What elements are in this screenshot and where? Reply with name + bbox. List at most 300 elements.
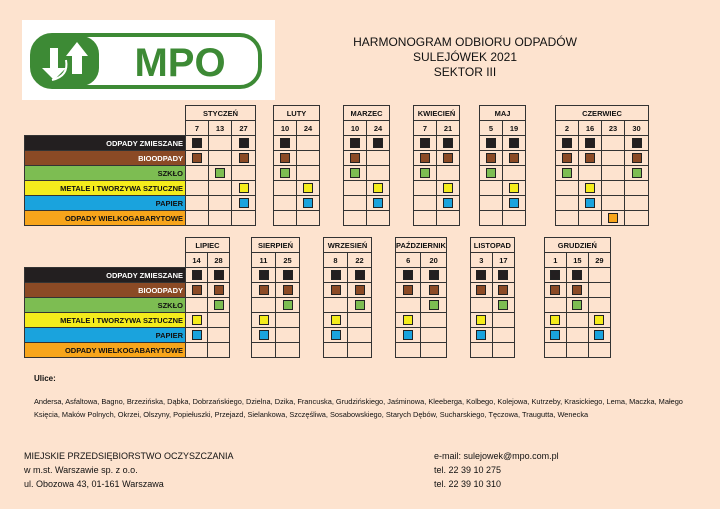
category-row — [25, 196, 649, 211]
category-row — [25, 283, 611, 298]
gap-cell — [256, 106, 274, 121]
pickup-cell — [556, 196, 579, 211]
pickup-cell — [186, 151, 209, 166]
pickup-cell — [544, 268, 566, 283]
pickup-cell — [625, 181, 649, 196]
month-name: CZERWIEC — [556, 106, 649, 121]
pickup-marker — [585, 198, 595, 208]
category-row — [25, 328, 611, 343]
gap-cell — [460, 166, 480, 181]
pickup-cell — [274, 211, 297, 226]
day-number: 25 — [276, 253, 300, 268]
day-number: 8 — [324, 253, 348, 268]
pickup-cell — [396, 313, 421, 328]
title-line-3: SEKTOR III — [433, 65, 497, 79]
pickup-marker — [192, 315, 202, 325]
pickup-marker — [594, 315, 604, 325]
gap-cell — [460, 196, 480, 211]
pickup-cell — [421, 343, 446, 358]
day-number: 17 — [492, 253, 514, 268]
category-label: PAPIER — [25, 328, 186, 343]
pickup-marker — [239, 153, 249, 163]
days-row — [25, 121, 649, 136]
pickup-marker — [355, 270, 365, 280]
gap-cell — [446, 298, 470, 313]
pickup-cell — [274, 181, 297, 196]
pickup-cell — [324, 328, 348, 343]
gap-cell — [390, 106, 414, 121]
pickup-cell — [556, 211, 579, 226]
category-row — [25, 181, 649, 196]
gap-cell — [320, 151, 344, 166]
pickup-cell — [186, 196, 209, 211]
pickup-cell — [186, 136, 209, 151]
pickup-marker — [373, 138, 383, 148]
pickup-cell — [602, 196, 625, 211]
category-label: ODPADY ZMIESZANE — [25, 268, 186, 283]
pickup-cell — [503, 151, 526, 166]
pickup-marker — [239, 138, 249, 148]
pickup-cell — [421, 328, 446, 343]
pickup-cell — [209, 211, 232, 226]
pickup-marker — [562, 138, 572, 148]
month-name: PAŹDZIERNIK — [396, 238, 447, 253]
gap-cell — [230, 268, 252, 283]
days-row — [25, 253, 611, 268]
pickup-cell — [566, 283, 588, 298]
category-row — [25, 268, 611, 283]
month-row — [25, 238, 611, 253]
pickup-cell — [602, 151, 625, 166]
pickup-marker — [373, 198, 383, 208]
pickup-marker — [331, 285, 341, 295]
gap-cell — [446, 343, 470, 358]
pickup-marker — [476, 285, 486, 295]
pickup-cell — [348, 268, 372, 283]
day-number: 11 — [252, 253, 276, 268]
pickup-marker — [509, 198, 519, 208]
gap-cell — [230, 328, 252, 343]
category-label: BIOODPADY — [25, 151, 186, 166]
pickup-cell — [367, 166, 390, 181]
pickup-marker — [608, 213, 618, 223]
pickup-cell — [252, 268, 276, 283]
pickup-cell — [602, 136, 625, 151]
pickup-cell — [274, 136, 297, 151]
pickup-cell — [579, 136, 602, 151]
day-number: 30 — [625, 121, 649, 136]
gap-cell — [460, 121, 480, 136]
pickup-cell — [421, 268, 446, 283]
month-name: STYCZEŃ — [186, 106, 256, 121]
category-label: ODPADY ZMIESZANE — [25, 136, 186, 151]
gap-cell — [320, 106, 344, 121]
pickup-cell — [492, 268, 514, 283]
pickup-cell — [480, 166, 503, 181]
pickup-cell — [348, 283, 372, 298]
pickup-cell — [324, 298, 348, 313]
pickup-cell — [437, 196, 460, 211]
gap-cell — [320, 136, 344, 151]
pickup-marker — [331, 270, 341, 280]
pickup-cell — [470, 313, 492, 328]
pickup-cell — [602, 211, 625, 226]
gap-cell — [256, 121, 274, 136]
gap-cell — [372, 313, 396, 328]
gap-cell — [256, 136, 274, 151]
pickup-marker — [562, 153, 572, 163]
pickup-marker — [476, 315, 486, 325]
gap-cell — [372, 283, 396, 298]
pickup-cell — [276, 343, 300, 358]
pickup-cell — [579, 196, 602, 211]
pickup-cell — [274, 151, 297, 166]
pickup-cell — [186, 283, 208, 298]
pickup-cell — [209, 196, 232, 211]
pickup-marker — [509, 153, 519, 163]
pickup-marker — [355, 300, 365, 310]
gap-cell — [460, 181, 480, 196]
pickup-marker — [509, 183, 519, 193]
pickup-cell — [470, 283, 492, 298]
month-row — [25, 106, 649, 121]
day-number: 6 — [396, 253, 421, 268]
month-name: WRZESIEŃ — [324, 238, 372, 253]
pickup-cell — [503, 136, 526, 151]
day-number: 23 — [602, 121, 625, 136]
pickup-cell — [208, 298, 230, 313]
pickup-cell — [492, 283, 514, 298]
pickup-marker — [283, 285, 293, 295]
month-name: LISTOPAD — [470, 238, 514, 253]
pickup-cell — [297, 181, 320, 196]
gap-cell — [230, 313, 252, 328]
pickup-cell — [208, 328, 230, 343]
category-row — [25, 211, 649, 226]
pickup-marker — [509, 138, 519, 148]
pickup-marker — [572, 285, 582, 295]
pickup-cell — [625, 196, 649, 211]
day-number: 28 — [208, 253, 230, 268]
pickup-cell — [503, 166, 526, 181]
gap-cell — [514, 253, 544, 268]
pickup-marker — [632, 153, 642, 163]
pickup-cell — [470, 298, 492, 313]
corner-cell — [25, 238, 186, 253]
gap-cell — [230, 298, 252, 313]
pickup-cell — [209, 136, 232, 151]
title-line-1: HARMONOGRAM ODBIORU ODPADÓW — [353, 35, 577, 49]
gap-cell — [514, 328, 544, 343]
pickup-cell — [396, 328, 421, 343]
gap-cell — [320, 196, 344, 211]
category-row — [25, 136, 649, 151]
pickup-marker — [350, 153, 360, 163]
pickup-cell — [566, 268, 588, 283]
gap-cell — [230, 238, 252, 253]
pickup-cell — [232, 211, 256, 226]
gap-cell — [460, 106, 480, 121]
title-line-2: SULEJÓWEK 2021 — [412, 50, 518, 64]
gap-cell — [446, 238, 470, 253]
pickup-marker — [443, 153, 453, 163]
pickup-cell — [421, 283, 446, 298]
category-label: SZKŁO — [25, 298, 186, 313]
pickup-cell — [208, 313, 230, 328]
pickup-cell — [437, 136, 460, 151]
pickup-cell — [566, 313, 588, 328]
gap-cell — [390, 211, 414, 226]
pickup-marker — [420, 153, 430, 163]
pickup-cell — [396, 268, 421, 283]
pickup-cell — [566, 328, 588, 343]
pickup-marker — [259, 315, 269, 325]
streets-label: Ulice: — [34, 374, 56, 383]
pickup-cell — [276, 268, 300, 283]
category-label: BIOODPADY — [25, 283, 186, 298]
pickup-cell — [276, 298, 300, 313]
pickup-cell — [414, 181, 437, 196]
pickup-marker — [355, 285, 365, 295]
gap-cell — [390, 181, 414, 196]
day-number: 10 — [274, 121, 297, 136]
pickup-cell — [324, 313, 348, 328]
pickup-cell — [186, 313, 208, 328]
gap-cell — [300, 253, 324, 268]
day-number: 14 — [186, 253, 208, 268]
category-label: METALE I TWORZYWA SZTUCZNE — [25, 181, 186, 196]
pickup-cell — [470, 328, 492, 343]
pickup-cell — [252, 343, 276, 358]
logo-text: MPO — [134, 41, 226, 85]
pickup-marker — [350, 168, 360, 178]
pickup-cell — [625, 211, 649, 226]
pickup-cell — [437, 166, 460, 181]
pickup-cell — [344, 166, 367, 181]
pickup-cell — [544, 313, 566, 328]
pickup-marker — [403, 270, 413, 280]
pickup-cell — [602, 166, 625, 181]
pickup-cell — [324, 343, 348, 358]
gap-cell — [230, 253, 252, 268]
pickup-marker — [550, 270, 560, 280]
gap-cell — [390, 121, 414, 136]
pickup-marker — [373, 183, 383, 193]
pickup-cell — [274, 166, 297, 181]
pickup-cell — [480, 181, 503, 196]
pickup-cell — [503, 196, 526, 211]
pickup-cell — [492, 298, 514, 313]
gap-cell — [526, 181, 556, 196]
pickup-marker — [585, 183, 595, 193]
day-number: 13 — [209, 121, 232, 136]
pickup-marker — [498, 285, 508, 295]
day-number: 7 — [414, 121, 437, 136]
schedule-table-h2 — [24, 237, 611, 358]
month-name: MAJ — [480, 106, 526, 121]
day-number: 16 — [579, 121, 602, 136]
pickup-cell — [367, 211, 390, 226]
pickup-cell — [588, 283, 610, 298]
pickup-marker — [215, 168, 225, 178]
pickup-cell — [186, 211, 209, 226]
pickup-marker — [498, 270, 508, 280]
gap-cell — [390, 196, 414, 211]
pickup-marker — [429, 300, 439, 310]
footer-company — [24, 449, 234, 491]
pickup-marker — [486, 138, 496, 148]
pickup-cell — [579, 151, 602, 166]
pickup-cell — [209, 151, 232, 166]
contact-phone-1: tel. 22 39 10 275 — [434, 465, 502, 475]
pickup-cell — [276, 283, 300, 298]
pickup-cell — [556, 136, 579, 151]
gap-cell — [446, 283, 470, 298]
pickup-cell — [186, 166, 209, 181]
pickup-marker — [280, 168, 290, 178]
pickup-cell — [297, 166, 320, 181]
mpo-logo-graphic — [22, 20, 275, 100]
gap-cell — [514, 343, 544, 358]
pickup-cell — [324, 268, 348, 283]
pickup-cell — [367, 181, 390, 196]
gap-cell — [460, 211, 480, 226]
pickup-cell — [252, 298, 276, 313]
pickup-cell — [421, 313, 446, 328]
pickup-marker — [331, 315, 341, 325]
pickup-cell — [367, 196, 390, 211]
pickup-marker — [572, 300, 582, 310]
pickup-marker — [283, 300, 293, 310]
pickup-cell — [414, 211, 437, 226]
gap-cell — [300, 283, 324, 298]
pickup-marker — [214, 270, 224, 280]
pickup-cell — [344, 151, 367, 166]
pickup-marker — [331, 330, 341, 340]
pickup-cell — [566, 298, 588, 313]
day-number: 19 — [503, 121, 526, 136]
pickup-marker — [632, 138, 642, 148]
pickup-cell — [470, 268, 492, 283]
pickup-cell — [588, 313, 610, 328]
corner-cell — [25, 253, 186, 268]
gap-cell — [514, 283, 544, 298]
pickup-cell — [186, 343, 208, 358]
schedule-table-h1 — [24, 105, 649, 226]
day-number: 22 — [348, 253, 372, 268]
pickup-marker — [476, 270, 486, 280]
pickup-marker — [420, 168, 430, 178]
pickup-cell — [367, 151, 390, 166]
gap-cell — [372, 298, 396, 313]
gap-cell — [320, 211, 344, 226]
pickup-cell — [544, 328, 566, 343]
company-address: ul. Obozowa 43, 01-161 Warszawa — [24, 479, 164, 489]
mpo-logo — [22, 20, 275, 100]
pickup-cell — [348, 343, 372, 358]
pickup-cell — [186, 268, 208, 283]
pickup-marker — [585, 138, 595, 148]
day-number: 24 — [367, 121, 390, 136]
pickup-marker — [486, 153, 496, 163]
gap-cell — [460, 151, 480, 166]
pickup-cell — [297, 136, 320, 151]
month-name: LIPIEC — [186, 238, 230, 253]
gap-cell — [256, 211, 274, 226]
pickup-marker — [214, 300, 224, 310]
pickup-cell — [588, 343, 610, 358]
pickup-cell — [437, 181, 460, 196]
pickup-cell — [437, 211, 460, 226]
pickup-cell — [276, 313, 300, 328]
gap-cell — [514, 313, 544, 328]
pickup-marker — [403, 330, 413, 340]
gap-cell — [372, 253, 396, 268]
pickup-cell — [396, 343, 421, 358]
pickup-cell — [208, 268, 230, 283]
category-label: METALE I TWORZYWA SZTUCZNE — [25, 313, 186, 328]
pickup-cell — [503, 181, 526, 196]
pickup-marker — [259, 270, 269, 280]
month-name: LUTY — [274, 106, 320, 121]
pickup-cell — [396, 298, 421, 313]
category-row — [25, 166, 649, 181]
pickup-cell — [297, 211, 320, 226]
pickup-cell — [480, 136, 503, 151]
pickup-marker — [239, 183, 249, 193]
pickup-marker — [420, 138, 430, 148]
month-name: KWIECIEŃ — [414, 106, 460, 121]
pickup-marker — [562, 168, 572, 178]
pickup-cell — [492, 313, 514, 328]
pickup-marker — [280, 153, 290, 163]
pickup-cell — [252, 328, 276, 343]
gap-cell — [256, 151, 274, 166]
contact-phone-2: tel. 22 39 10 310 — [434, 479, 502, 489]
gap-cell — [372, 268, 396, 283]
pickup-cell — [274, 196, 297, 211]
pickup-marker — [443, 198, 453, 208]
category-label: SZKŁO — [25, 166, 186, 181]
pickup-cell — [414, 196, 437, 211]
pickup-marker — [259, 285, 269, 295]
pickup-cell — [579, 166, 602, 181]
pickup-cell — [579, 181, 602, 196]
pickup-cell — [625, 166, 649, 181]
pickup-marker — [429, 285, 439, 295]
gap-cell — [372, 328, 396, 343]
month-name: GRUDZIEŃ — [544, 238, 610, 253]
pickup-marker — [443, 138, 453, 148]
corner-cell — [25, 106, 186, 121]
gap-cell — [514, 238, 544, 253]
gap-cell — [526, 151, 556, 166]
day-number: 2 — [556, 121, 579, 136]
pickup-cell — [344, 181, 367, 196]
pickup-marker — [550, 285, 560, 295]
pickup-cell — [209, 166, 232, 181]
pickup-cell — [186, 298, 208, 313]
gap-cell — [446, 328, 470, 343]
pickup-marker — [585, 153, 595, 163]
day-number: 1 — [544, 253, 566, 268]
gap-cell — [320, 121, 344, 136]
pickup-cell — [480, 211, 503, 226]
pickup-cell — [556, 181, 579, 196]
contact-email: e-mail: sulejowek@mpo.com.pl — [434, 451, 559, 461]
gap-cell — [526, 136, 556, 151]
gap-cell — [300, 238, 324, 253]
